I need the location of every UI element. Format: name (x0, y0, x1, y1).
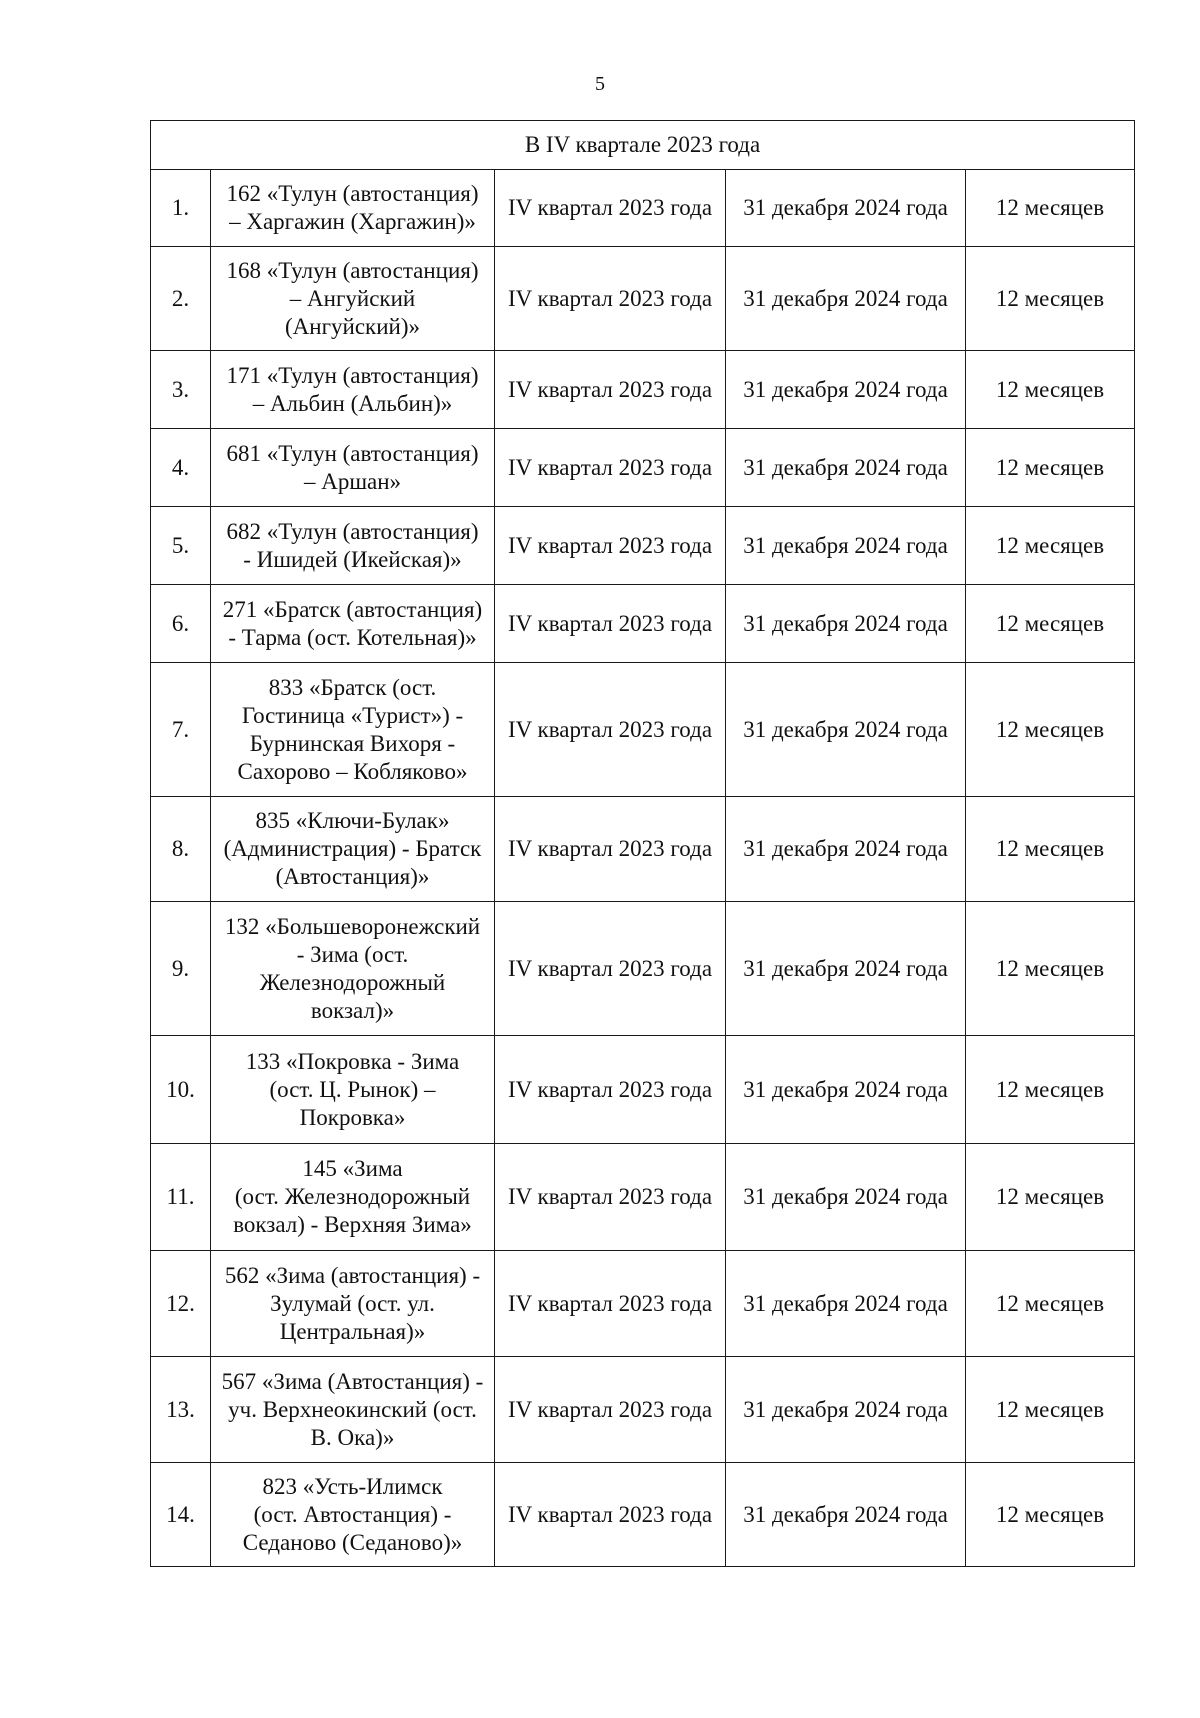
table-row (151, 1144, 1135, 1251)
table-row (151, 1463, 1135, 1567)
start-quarter: IV квартал 2023 года (495, 351, 726, 429)
end-date: 31 декабря 2024 года (726, 1463, 966, 1567)
duration: 12 месяцев (966, 247, 1135, 351)
duration: 12 месяцев (966, 902, 1135, 1036)
page-number: 5 (595, 73, 605, 95)
route-name: 562 «Зима (автостанция) - Зулумай (ост. ул. Центральная)» (211, 1251, 495, 1357)
end-date: 31 декабря 2024 года (726, 351, 966, 429)
table-row (151, 585, 1135, 663)
start-quarter: IV квартал 2023 года (495, 797, 726, 902)
route-schedule-table (150, 120, 1135, 1567)
row-number: 14. (151, 1463, 211, 1567)
end-date: 31 декабря 2024 года (726, 663, 966, 797)
route-name: 133 «Покровка - Зима (ост. Ц. Рынок) – Покровка» (211, 1036, 495, 1144)
table-row (151, 351, 1135, 429)
row-number: 9. (151, 902, 211, 1036)
row-number: 6. (151, 585, 211, 663)
start-quarter: IV квартал 2023 года (495, 429, 726, 507)
end-date: 31 декабря 2024 года (726, 1144, 966, 1251)
duration: 12 месяцев (966, 429, 1135, 507)
section-title: В IV квартале 2023 года (151, 121, 1135, 170)
start-quarter: IV квартал 2023 года (495, 902, 726, 1036)
route-name: 132 «Большеворонежский - Зима (ост. Железнодорожный вокзал)» (211, 902, 495, 1036)
row-number: 8. (151, 797, 211, 902)
table-row (151, 170, 1135, 247)
section-header-row (151, 121, 1135, 170)
duration: 12 месяцев (966, 507, 1135, 585)
end-date: 31 декабря 2024 года (726, 170, 966, 247)
end-date: 31 декабря 2024 года (726, 902, 966, 1036)
start-quarter: IV квартал 2023 года (495, 1463, 726, 1567)
row-number: 7. (151, 663, 211, 797)
row-number: 1. (151, 170, 211, 247)
route-name: 168 «Тулун (автостанция) – Ангуйский (Ангуйский)» (211, 247, 495, 351)
route-name: 682 «Тулун (автостанция) - Ишидей (Икейская)» (211, 507, 495, 585)
row-number: 4. (151, 429, 211, 507)
duration: 12 месяцев (966, 1036, 1135, 1144)
start-quarter: IV квартал 2023 года (495, 247, 726, 351)
duration: 12 месяцев (966, 1357, 1135, 1463)
table-row (151, 797, 1135, 902)
table-row (151, 902, 1135, 1036)
row-number: 13. (151, 1357, 211, 1463)
start-quarter: IV квартал 2023 года (495, 1357, 726, 1463)
table-row (151, 1251, 1135, 1357)
row-number: 2. (151, 247, 211, 351)
row-number: 11. (151, 1144, 211, 1251)
table-row (151, 1357, 1135, 1463)
start-quarter: IV квартал 2023 года (495, 585, 726, 663)
end-date: 31 декабря 2024 года (726, 1251, 966, 1357)
route-name: 271 «Братск (автостанция) - Тарма (ост. Котельная)» (211, 585, 495, 663)
table-row (151, 247, 1135, 351)
route-name: 681 «Тулун (автостанция) – Аршан» (211, 429, 495, 507)
route-name: 835 «Ключи-Булак» (Администрация) - Братск (Автостанция)» (211, 797, 495, 902)
start-quarter: IV квартал 2023 года (495, 1144, 726, 1251)
start-quarter: IV квартал 2023 года (495, 170, 726, 247)
table-row (151, 1036, 1135, 1144)
table-row (151, 507, 1135, 585)
end-date: 31 декабря 2024 года (726, 797, 966, 902)
end-date: 31 декабря 2024 года (726, 1357, 966, 1463)
row-number: 12. (151, 1251, 211, 1357)
start-quarter: IV квартал 2023 года (495, 1036, 726, 1144)
end-date: 31 декабря 2024 года (726, 429, 966, 507)
route-name: 171 «Тулун (автостанция) – Альбин (Альбин)» (211, 351, 495, 429)
row-number: 10. (151, 1036, 211, 1144)
duration: 12 месяцев (966, 585, 1135, 663)
end-date: 31 декабря 2024 года (726, 585, 966, 663)
route-name: 145 «Зима (ост. Железнодорожный вокзал) - Верхняя Зима» (211, 1144, 495, 1251)
duration: 12 месяцев (966, 1144, 1135, 1251)
table-row (151, 663, 1135, 797)
duration: 12 месяцев (966, 1463, 1135, 1567)
start-quarter: IV квартал 2023 года (495, 1251, 726, 1357)
route-name: 833 «Братск (ост. Гостиница «Турист») - Бурнинская Вихоря - Сахорово – Кобляково» (211, 663, 495, 797)
start-quarter: IV квартал 2023 года (495, 663, 726, 797)
route-name: 823 «Усть-Илимск (ост. Автостанция) - Седаново (Седаново)» (211, 1463, 495, 1567)
duration: 12 месяцев (966, 797, 1135, 902)
end-date: 31 декабря 2024 года (726, 507, 966, 585)
end-date: 31 декабря 2024 года (726, 247, 966, 351)
duration: 12 месяцев (966, 663, 1135, 797)
duration: 12 месяцев (966, 351, 1135, 429)
route-name: 567 «Зима (Автостанция) - уч. Верхнеокинский (ост. В. Ока)» (211, 1357, 495, 1463)
end-date: 31 декабря 2024 года (726, 1036, 966, 1144)
row-number: 5. (151, 507, 211, 585)
table-row (151, 429, 1135, 507)
route-name: 162 «Тулун (автостанция) – Харгажин (Харгажин)» (211, 170, 495, 247)
row-number: 3. (151, 351, 211, 429)
duration: 12 месяцев (966, 1251, 1135, 1357)
duration: 12 месяцев (966, 170, 1135, 247)
start-quarter: IV квартал 2023 года (495, 507, 726, 585)
